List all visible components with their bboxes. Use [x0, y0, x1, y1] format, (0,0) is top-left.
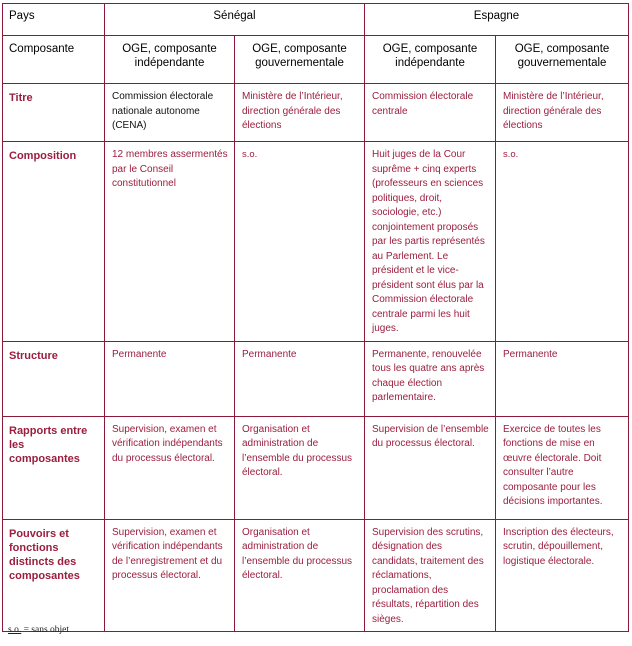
- pouvoirs-espagne-gouvernementale: Inscription des électeurs, scrutin, dépouillement, logistique électorale.: [496, 519, 629, 632]
- rapports-senegal-independante: Supervision, examen et vérification indépendants du processus électoral.: [105, 416, 235, 519]
- table-row-rapports: [3, 416, 629, 519]
- row-label-pouvoirs: Pouvoirs et fonctions distincts des composantes: [3, 519, 105, 632]
- country-espagne: Espagne: [365, 4, 629, 36]
- composante-col2: OGE, composante gouvernementale: [235, 36, 365, 84]
- table-row-pouvoirs: [3, 519, 629, 632]
- table-row-composition: [3, 142, 629, 342]
- footnote: [8, 625, 69, 635]
- pouvoirs-senegal-independante: Supervision, examen et vérification indépendants de l’enregistrement et du processus électoral.: [105, 519, 235, 632]
- pouvoirs-espagne-independante: Supervision des scrutins, désignation des candidats, traitement des réclamations, proclamation des résultats, répartition des sièges.: [365, 519, 496, 632]
- pays-label: Pays: [3, 4, 105, 36]
- composante-col3: OGE, composante indépendante: [365, 36, 496, 84]
- composante-col4: OGE, composante gouvernementale: [496, 36, 629, 84]
- rapports-espagne-gouvernementale: Exercice de toutes les fonctions de mise en œuvre électorale. Doit consulter l’autre composante pour les décisions importantes.: [496, 416, 629, 519]
- structure-senegal-gouvernementale: Permanente: [235, 341, 365, 416]
- rapports-espagne-independante: Supervision de l’ensemble du processus électoral.: [365, 416, 496, 519]
- titre-senegal-gouvernementale: Ministère de l’Intérieur, direction générale des élections: [235, 84, 365, 142]
- row-label-composition: Composition: [3, 142, 105, 342]
- footnote-abbr: s.o.: [8, 625, 22, 635]
- country-senegal: Sénégal: [105, 4, 365, 36]
- composition-senegal-gouvernementale: s.o.: [235, 142, 365, 342]
- row-label-structure: Structure: [3, 341, 105, 416]
- footnote-text: = sans objet: [21, 625, 70, 635]
- row-label-rapports: Rapports entre les composantes: [3, 416, 105, 519]
- composante-row: [3, 36, 629, 84]
- structure-espagne-gouvernementale: Permanente: [496, 341, 629, 416]
- country-header-row: [3, 4, 629, 36]
- composante-label: Composante: [3, 36, 105, 84]
- titre-senegal-independante: Commission électorale nationale autonome (CENA): [105, 84, 235, 142]
- pouvoirs-senegal-gouvernementale: Organisation et administration de l’ensemble du processus électoral.: [235, 519, 365, 632]
- composante-col1: OGE, composante indépendante: [105, 36, 235, 84]
- comparison-table: [2, 3, 629, 632]
- titre-espagne-gouvernementale: Ministère de l’Intérieur, direction générale des élections: [496, 84, 629, 142]
- row-label-titre: Titre: [3, 84, 105, 142]
- rapports-senegal-gouvernementale: Organisation et administration de l’ensemble du processus électoral.: [235, 416, 365, 519]
- structure-espagne-independante: Permanente, renouvelée tous les quatre ans après chaque élection parlementaire.: [365, 341, 496, 416]
- structure-senegal-independante: Permanente: [105, 341, 235, 416]
- table-row-structure: [3, 341, 629, 416]
- table-row-titre: [3, 84, 629, 142]
- composition-senegal-independante: 12 membres assermentés par le Conseil constitutionnel: [105, 142, 235, 342]
- composition-espagne-gouvernementale: s.o.: [496, 142, 629, 342]
- composition-espagne-independante: Huit juges de la Cour suprême + cinq experts (professeurs en sciences politiques, droit, sociologie, etc.) conjointement proposés par les partis représentés au Parlement. Le président et le vice-président sont élus par la Commission électorale centrale parmi les huit juges.: [365, 142, 496, 342]
- titre-espagne-independante: Commission électorale centrale: [365, 84, 496, 142]
